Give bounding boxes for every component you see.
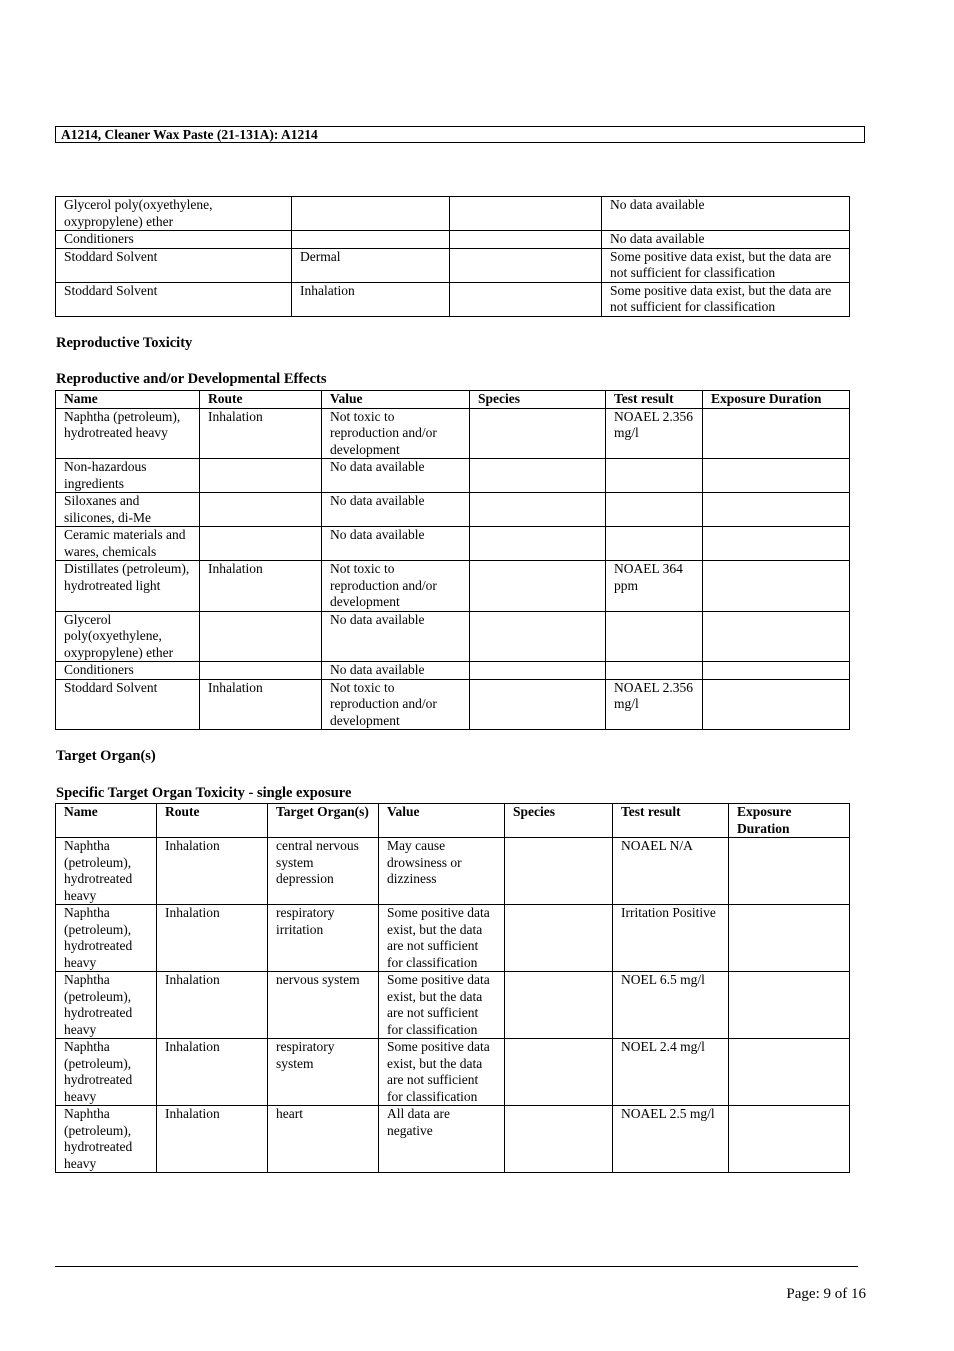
target-organs-heading: Target Organ(s) [56,748,156,764]
table-cell: Inhalation [157,838,268,905]
table-cell: Naphtha (petroleum), hydrotreated heavy [56,1106,157,1173]
table-row [56,662,850,680]
table-cell [470,561,606,612]
column-header: Exposure Duration [729,804,850,838]
table-cell: central nervous system depression [268,838,379,905]
table-row [56,972,850,1039]
table-row [56,679,850,730]
table-cell [200,611,322,662]
table-cell: Inhalation [157,905,268,972]
table-cell: NOAEL 2.356 mg/l [606,408,703,459]
reproductive-effects-subheading: Reproductive and/or Developmental Effects [56,371,327,387]
table-row [56,197,850,231]
table-row [56,459,850,493]
table-cell: Inhalation [157,972,268,1039]
table-cell: Conditioners [56,662,200,680]
table-cell: Glycerol poly(oxyethylene, oxypropylene) ether [56,611,200,662]
reproductive-effects-table [55,390,850,730]
table-cell: Stoddard Solvent [56,282,292,316]
column-header: Target Organ(s) [268,804,379,838]
table-cell: Inhalation [157,1106,268,1173]
table-cell [729,838,850,905]
table-cell: Some positive data exist, but the data are not sufficient for classification [379,1039,505,1106]
table-cell [703,662,850,680]
table-row [56,493,850,527]
table-cell: Inhalation [157,1039,268,1106]
table-cell: Dermal [292,248,450,282]
table-cell: No data available [322,527,470,561]
table-cell: No data available [322,611,470,662]
table-cell: Ceramic materials and wares, chemicals [56,527,200,561]
table-cell [606,459,703,493]
column-header: Test result [613,804,729,838]
table-cell [200,493,322,527]
column-header: Species [470,391,606,409]
column-header: Exposure Duration [703,391,850,409]
table-cell: Not toxic to reproduction and/or development [322,561,470,612]
table-row [56,1039,850,1106]
table-cell [450,197,602,231]
table-cell [505,905,613,972]
table-cell: Some positive data exist, but the data are not sufficient for classification [602,282,850,316]
table-cell: NOAEL 2.356 mg/l [606,679,703,730]
table-cell: All data are negative [379,1106,505,1173]
column-header: Species [505,804,613,838]
table-cell: NOAEL 364 ppm [606,561,703,612]
table-cell: NOAEL N/A [613,838,729,905]
table-cell: Distillates (petroleum), hydrotreated light [56,561,200,612]
column-header: Test result [606,391,703,409]
table-cell: Inhalation [200,679,322,730]
table-cell [200,662,322,680]
page-number: Page: 9 of 16 [786,1286,866,1302]
table-cell [703,408,850,459]
table-cell: heart [268,1106,379,1173]
table-cell: Glycerol poly(oxyethylene, oxypropylene) ether [56,197,292,231]
table-cell [729,1039,850,1106]
table-cell: Inhalation [200,561,322,612]
table-row [56,905,850,972]
table-cell [505,1039,613,1106]
document-header: A1214, Cleaner Wax Paste (21-131A): A1214 [55,126,865,143]
table-cell: No data available [322,459,470,493]
table-cell: Some positive data exist, but the data are not sufficient for classification [379,972,505,1039]
reproductive-toxicity-heading: Reproductive Toxicity [56,335,193,351]
table-cell [606,611,703,662]
table-cell [703,611,850,662]
table-cell: Naphtha (petroleum), hydrotreated heavy [56,408,200,459]
table-cell [470,611,606,662]
table-cell [606,493,703,527]
table-cell [470,527,606,561]
table-cell: NOEL 2.4 mg/l [613,1039,729,1106]
table-cell [505,1106,613,1173]
table-cell [703,459,850,493]
table-cell: Irritation Positive [613,905,729,972]
table-row [56,527,850,561]
table-cell [450,282,602,316]
table-cell [606,662,703,680]
table-cell [729,1106,850,1173]
table-cell [470,459,606,493]
stot-single-exposure-subheading: Specific Target Organ Toxicity - single exposure [56,785,352,801]
table-cell: Inhalation [292,282,450,316]
table-cell: Naphtha (petroleum), hydrotreated heavy [56,972,157,1039]
table-row [56,1106,850,1173]
table-row [56,838,850,905]
table-row [56,231,850,249]
stot-single-exposure-table [55,803,850,1173]
table-cell: Inhalation [200,408,322,459]
table-cell [505,972,613,1039]
table-cell [703,527,850,561]
table-cell [450,231,602,249]
column-header: Route [200,391,322,409]
table-cell [703,561,850,612]
column-header: Value [322,391,470,409]
table-cell [292,197,450,231]
table-cell [729,972,850,1039]
table-row [56,248,850,282]
table-cell: Naphtha (petroleum), hydrotreated heavy [56,905,157,972]
table-cell: Naphtha (petroleum), hydrotreated heavy [56,1039,157,1106]
table-cell [470,662,606,680]
table-cell: Naphtha (petroleum), hydrotreated heavy [56,838,157,905]
table-cell: Some positive data exist, but the data are not sufficient for classification [379,905,505,972]
table-cell [470,679,606,730]
table-cell [292,231,450,249]
table-row [56,282,850,316]
table-cell [470,408,606,459]
table-cell: Siloxanes and silicones, di-Me [56,493,200,527]
table-cell: nervous system [268,972,379,1039]
table-cell [729,905,850,972]
table-cell [606,527,703,561]
table-cell [703,679,850,730]
table-row [56,561,850,612]
table-cell [470,493,606,527]
table-cell [703,493,850,527]
table-cell: Non-hazardous ingredients [56,459,200,493]
column-header: Name [56,391,200,409]
table-cell: Stoddard Solvent [56,248,292,282]
table-cell: Not toxic to reproduction and/or development [322,408,470,459]
table-cell: May cause drowsiness or dizziness [379,838,505,905]
table-cell: Conditioners [56,231,292,249]
table-cell [200,459,322,493]
table-cell: NOAEL 2.5 mg/l [613,1106,729,1173]
table-cell: No data available [322,493,470,527]
table-cell [450,248,602,282]
table-cell: respiratory system [268,1039,379,1106]
table-cell: respiratory irritation [268,905,379,972]
table-cell: No data available [602,197,850,231]
table-cell: No data available [322,662,470,680]
table-row [56,611,850,662]
column-header: Route [157,804,268,838]
table-cell: Not toxic to reproduction and/or development [322,679,470,730]
table-row [56,408,850,459]
table-cell [200,527,322,561]
column-header: Value [379,804,505,838]
column-header: Name [56,804,157,838]
table-cell: Stoddard Solvent [56,679,200,730]
table-cell [505,838,613,905]
table-cell: NOEL 6.5 mg/l [613,972,729,1039]
footer-divider [55,1266,858,1267]
table-cell: No data available [602,231,850,249]
table-cell: Some positive data exist, but the data are not sufficient for classification [602,248,850,282]
toxicity-table-continued [55,196,850,317]
